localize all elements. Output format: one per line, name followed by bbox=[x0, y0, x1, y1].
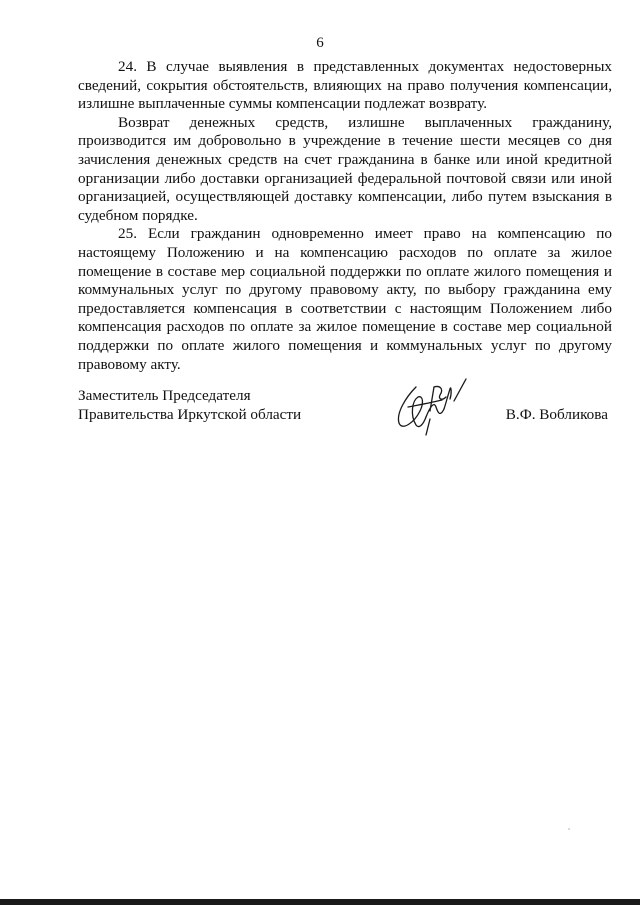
scan-speck bbox=[568, 828, 570, 830]
signer-position-line-2: Правительства Иркутской области bbox=[78, 405, 302, 423]
document-body bbox=[78, 58, 612, 374]
page-number: 6 bbox=[316, 35, 324, 51]
paragraph-refund: Возврат денежных средств, излишне выплаченных гражданину, производится им добровольно в учреждение в течение шести месяцев со дня зачисления денежных средств на счет гражданина в банке или иной кредитной организации либо доставки организацией федеральной почтовой связи или иной организацией, осуществляющей доставку компенсации, либо путем взыскания в судебном порядке. bbox=[78, 113, 612, 224]
scan-bottom-edge bbox=[0, 899, 640, 905]
signer-position-line-1: Заместитель Председателя bbox=[78, 387, 251, 404]
signer-position bbox=[78, 387, 301, 424]
signature-block bbox=[78, 387, 612, 437]
handwritten-signature-icon bbox=[390, 373, 482, 437]
paragraph-item-25: 25. Если гражданин одновременно имеет право на компенсацию по настоящему Положению и на компенсацию расходов по оплате за жилое помещение в составе мер социальной поддержки по оплате жилого помещения и коммунальных услуг по другому правовому акту, по выбору гражданина ему предоставляется компенсация в соответствии с настоящим Положением либо компенсация расходов по оплате за жилое помещение в составе мер социальной поддержки по оплате жилого помещения и коммунальных услуг по другому правовому акту. bbox=[78, 225, 612, 373]
signer-name: В.Ф. Вобликова bbox=[505, 405, 608, 423]
paragraph-item-24: 24. В случае выявления в представленных документах недостоверных сведений, сокрытия обстоятельств, влияющих на право получения компенсации, излишне выплаченные суммы компенсации подлежат возврату. bbox=[78, 58, 612, 113]
